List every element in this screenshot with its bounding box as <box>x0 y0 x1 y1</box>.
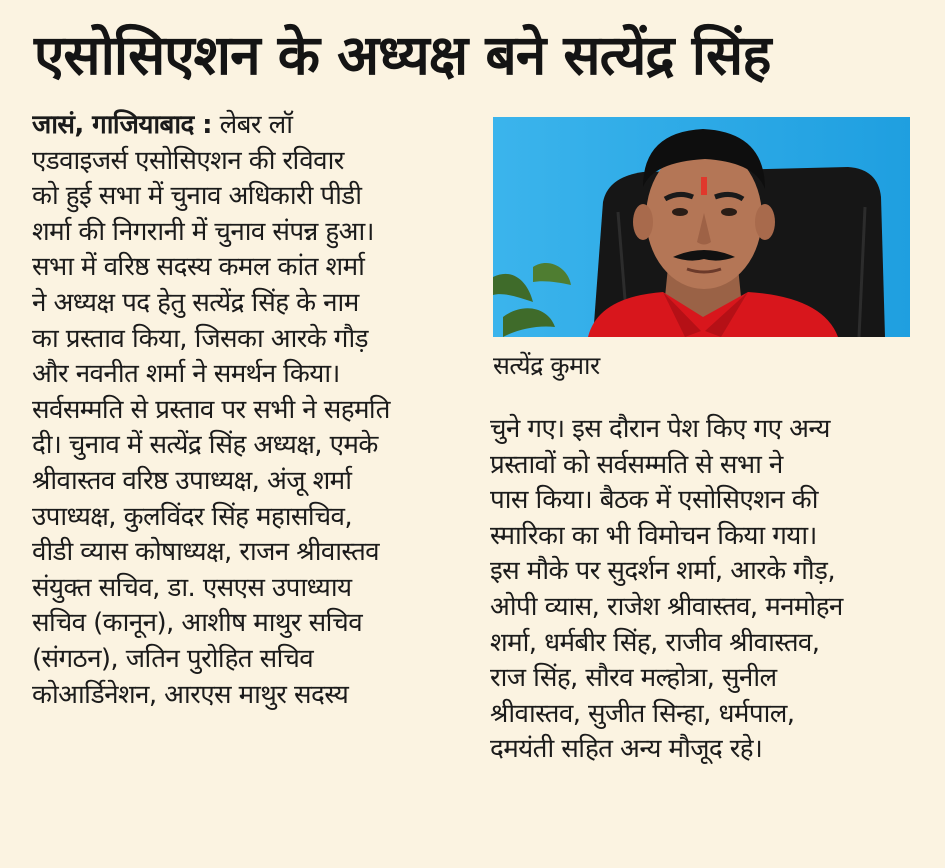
article-line: सभा में वरिष्ठ सदस्य कमल कांत शर्मा <box>32 252 365 283</box>
article-line: एडवाइजर्स एसोसिएशन की रविवार <box>32 145 344 176</box>
article-line: पास किया। बैठक में एसोसिएशन की <box>490 485 818 516</box>
article-line: दमयंती सहित अन्य मौजूद रहे। <box>490 734 763 765</box>
article-line: प्रस्तावों को सर्वसम्मति से सभा ने <box>490 449 783 480</box>
article-line: शर्मा, धर्मबीर सिंह, राजीव श्रीवास्तव, <box>490 627 820 658</box>
article-line: इस मौके पर सुदर्शन शर्मा, आरके गौड़, <box>490 556 836 587</box>
byline: जासं, गाजियाबाद : <box>32 110 212 140</box>
article-line: उपाध्यक्ष, कुलविंदर सिंह महासचिव, <box>32 501 353 532</box>
article-line-text: लेबर लॉ <box>219 110 293 140</box>
article-line: शर्मा की निगरानी में चुनाव संपन्न हुआ। <box>32 216 374 247</box>
article-line: सचिव (कानून), आशीष माथुर सचिव <box>32 608 363 639</box>
article-line: राज सिंह, सौरव मल्होत्रा, सुनील <box>490 663 777 694</box>
article-line: ओपी व्यास, राजेश श्रीवास्तव, मनमोहन <box>490 591 843 622</box>
article-line: श्रीवास्तव, सुजीत सिन्हा, धर्मपाल, <box>490 698 795 729</box>
article-line: कोआर्डिनेशन, आरएस माथुर सदस्य <box>32 679 349 710</box>
article-line <box>32 108 472 144</box>
photo-caption: सत्येंद्र कुमार <box>493 351 600 380</box>
portrait-photo-illustration <box>493 117 910 337</box>
article-line: वीडी व्यास कोषाध्यक्ष, राजन श्रीवास्तव <box>32 537 380 568</box>
article-line: चुने गए। इस दौरान पेश किए गए अन्य <box>490 414 830 444</box>
article-line: श्रीवास्तव वरिष्ठ उपाध्यक्ष, अंजू शर्मा <box>32 465 352 496</box>
article-line: दी। चुनाव में सत्येंद्र सिंह अध्यक्ष, एमके <box>32 430 378 461</box>
article-line: और नवनीत शर्मा ने समर्थन किया। <box>32 359 340 390</box>
article-line: संयुक्त सचिव, डा. एसएस उपाध्याय <box>32 572 352 603</box>
article-line: (संगठन), जतिन पुरोहित सचिव <box>32 643 314 674</box>
portrait-photo <box>493 117 910 337</box>
article-line: का प्रस्ताव किया, जिसका आरके गौड़ <box>32 323 368 354</box>
article-line: स्मारिका का भी विमोचन किया गया। <box>490 520 817 551</box>
article-line: ने अध्यक्ष पद हेतु सत्येंद्र सिंह के नाम <box>32 287 359 318</box>
article-line: को हुई सभा में चुनाव अधिकारी पीडी <box>32 181 362 212</box>
article-right-column <box>490 412 915 768</box>
article-line: सर्वसम्मति से प्रस्ताव पर सभी ने सहमति <box>32 394 390 425</box>
article-left-column <box>32 108 472 713</box>
headline: एसोसिएशन के अध्यक्ष बने सत्येंद्र सिंह <box>34 23 771 87</box>
